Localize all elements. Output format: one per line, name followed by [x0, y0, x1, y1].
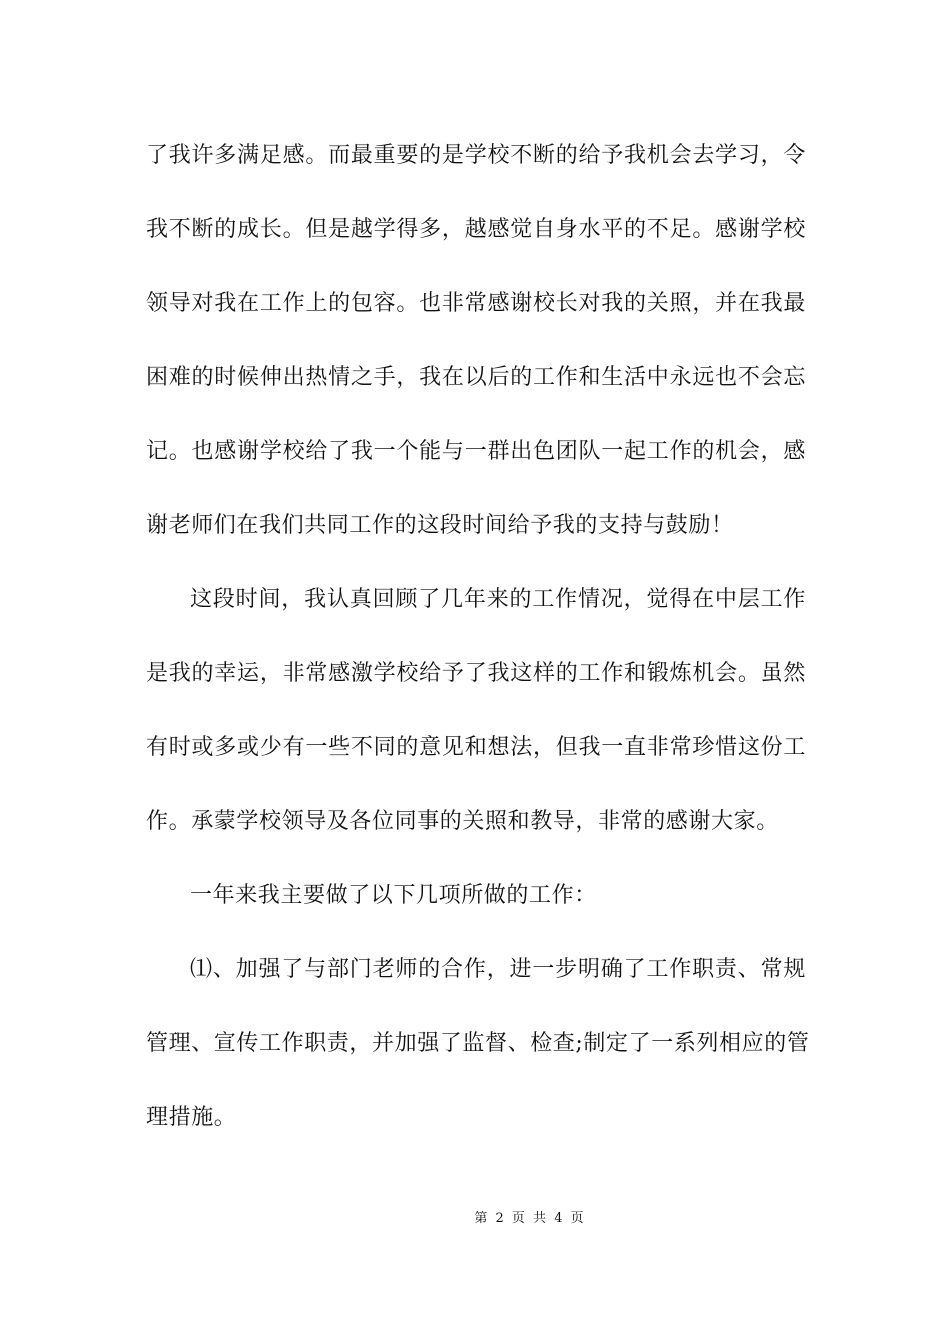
page-number-footer: 第 2 页 共 4 页 [474, 1211, 586, 1226]
text-line: 这段时间，我认真回顾了几年来的工作情况，觉得在中层工作 [190, 587, 806, 612]
text-line: 困难的时候伸出热情之手，我在以后的工作和生活中永远也不会忘 [146, 365, 806, 390]
text-line: 谢老师们在我们共同工作的这段时间给予我的支持与鼓励！ [146, 513, 734, 538]
text-line: 我不断的成长。但是越学得多，越感觉自身水平的不足。感谢学校 [146, 217, 806, 242]
text-line: ⑴、加强了与部门老师的合作，进一步明确了工作职责、常规 [190, 957, 806, 982]
text-line: 领导对我在工作上的包容。也非常感谢校长对我的关照，并在我最 [146, 291, 806, 316]
text-line: 作。承蒙学校领导及各位同事的关照和教导，非常的感谢大家。 [146, 809, 779, 834]
text-line: 理措施。 [146, 1105, 237, 1130]
text-line: 是我的幸运，非常感激学校给予了我这样的工作和锻炼机会。虽然 [146, 661, 806, 686]
text-line: 了我许多满足感。而最重要的是学校不断的给予我机会去学习，令 [146, 143, 806, 168]
text-line: 管理、宣传工作职责，并加强了监督、检查;制定了一系列相应的管 [146, 1031, 810, 1056]
text-line: 记。也感谢学校给了我一个能与一群出色团队一起工作的机会，感 [146, 439, 806, 464]
text-line: 有时或多或少有一些不同的意见和想法，但我一直非常珍惜这份工 [146, 735, 806, 760]
text-line: 一年来我主要做了以下几项所做的工作： [190, 883, 597, 908]
